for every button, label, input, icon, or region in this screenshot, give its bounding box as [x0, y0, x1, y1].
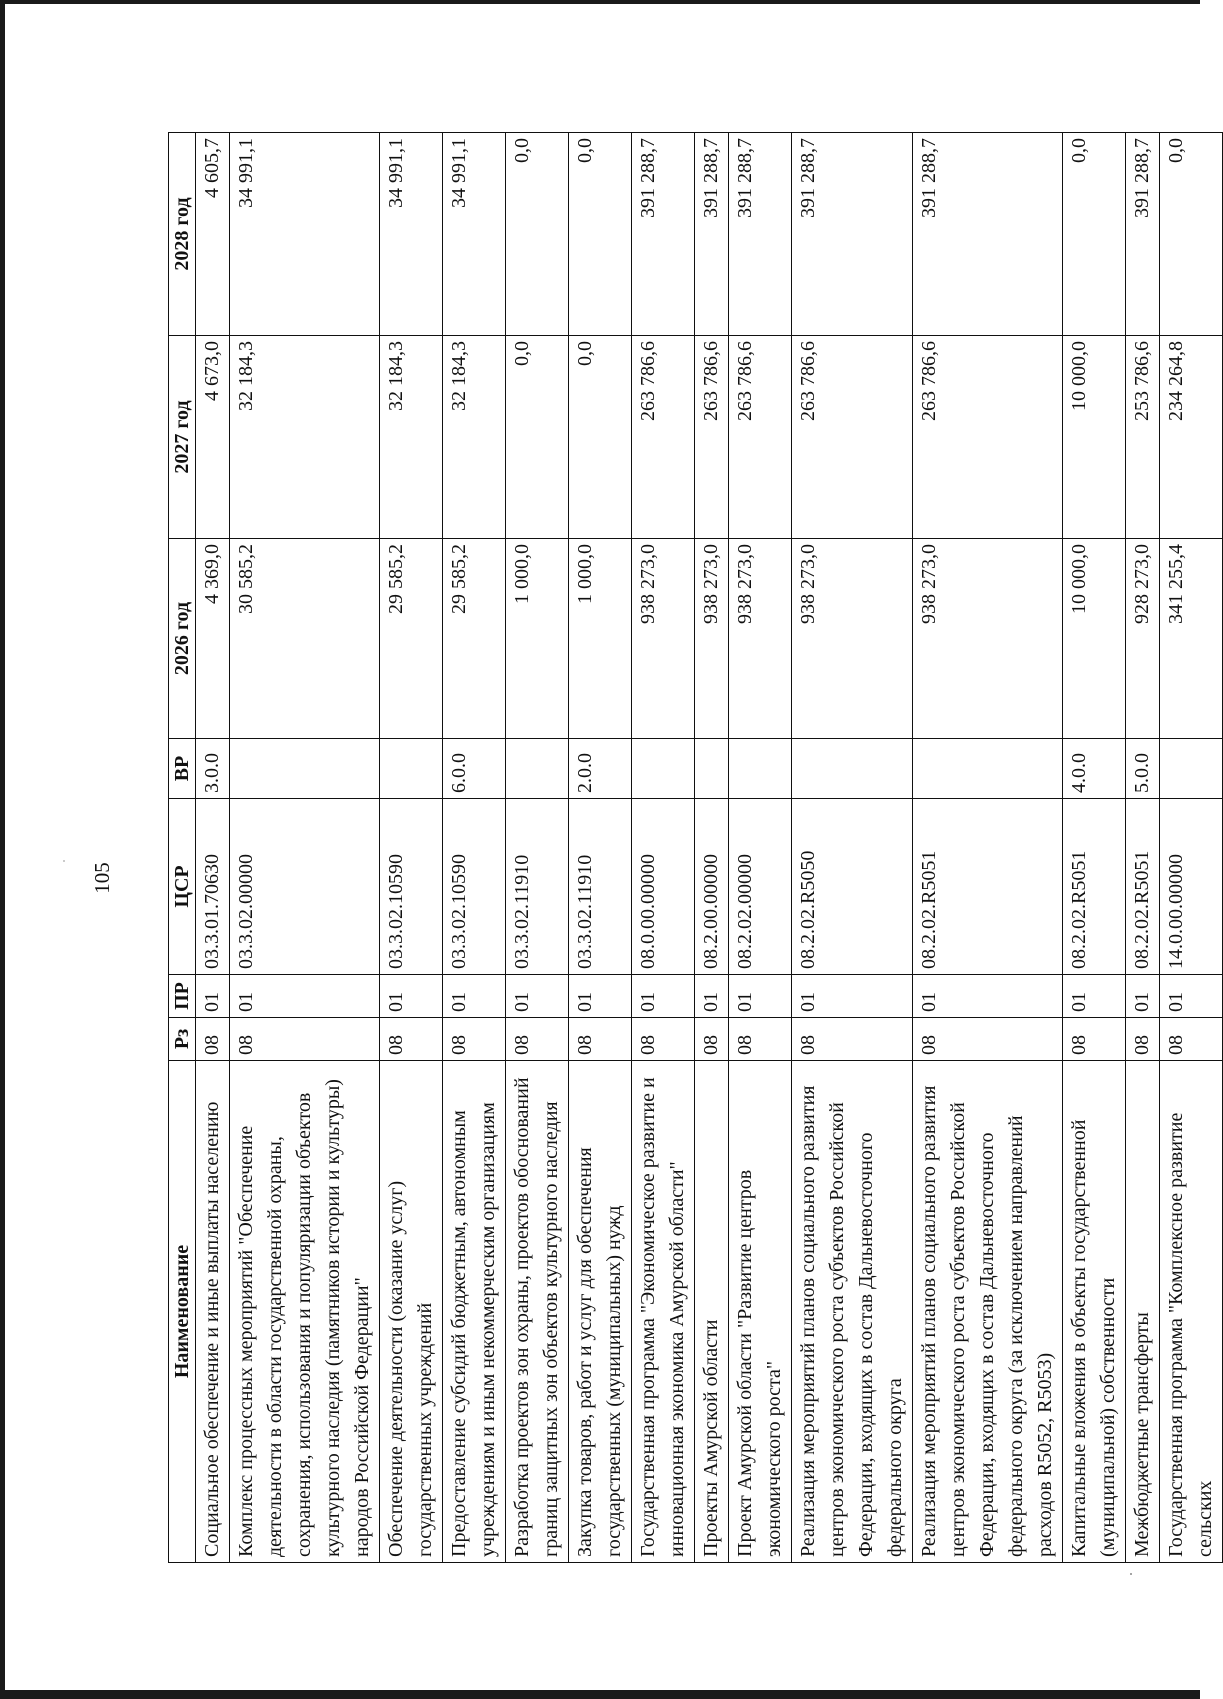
cell-name: Обеспечение деятельности (оказание услуг) государственных учреждений [380, 1061, 443, 1563]
cell-rz: 08 [695, 1018, 729, 1061]
cell-csr: 03.3.02.10590 [380, 799, 443, 975]
cell-pr: 01 [380, 975, 443, 1018]
cell-2028: 34 991,1 [380, 133, 443, 336]
header-2027: 2027 год [169, 336, 196, 539]
cell-csr: 08.2.02.R5050 [792, 799, 913, 975]
table-row [506, 133, 569, 1563]
cell-pr: 01 [569, 975, 632, 1018]
header-2028: 2028 год [169, 133, 196, 336]
header-2026: 2026 год [169, 539, 196, 739]
cell-2027: 234 264,8 [1160, 336, 1223, 539]
budget-table-rotated [168, 133, 1216, 1563]
cell-2026: 1 000,0 [569, 539, 632, 739]
cell-rz: 08 [632, 1018, 695, 1061]
cell-name: Предоставление субсидий бюджетным, автономным учреждениям и иным некоммерческим организациям [443, 1061, 506, 1563]
cell-2027: 0,0 [506, 336, 569, 539]
cell-name: Проекты Амурской области [695, 1061, 729, 1563]
table-row [792, 133, 913, 1563]
cell-vr [729, 739, 792, 799]
header-name: Наименование [169, 1061, 196, 1563]
header-csr: ЦСР [169, 799, 196, 975]
cell-2027: 253 786,6 [1126, 336, 1160, 539]
page-number: 105 [90, 862, 114, 894]
cell-pr: 01 [792, 975, 913, 1018]
cell-2028: 391 288,7 [913, 133, 1063, 336]
cell-pr: 01 [729, 975, 792, 1018]
cell-vr: 6.0.0 [443, 739, 506, 799]
cell-csr: 08.0.00.00000 [632, 799, 695, 975]
cell-name: Капитальные вложения в объекты государственной (муниципальной) собственности [1063, 1061, 1126, 1563]
table-row [1063, 133, 1126, 1563]
cell-2028: 0,0 [1063, 133, 1126, 336]
cell-2026: 10 000,0 [1063, 539, 1126, 739]
cell-2027: 263 786,6 [792, 336, 913, 539]
cell-2028: 391 288,7 [1126, 133, 1160, 336]
cell-rz: 08 [913, 1018, 1063, 1061]
table-row [1160, 133, 1223, 1563]
cell-rz: 08 [196, 1018, 230, 1061]
cell-pr: 01 [443, 975, 506, 1018]
cell-csr: 14.0.00.00000 [1160, 799, 1223, 975]
cell-rz: 08 [1126, 1018, 1160, 1061]
header-vr: ВР [169, 739, 196, 799]
cell-2027: 263 786,6 [632, 336, 695, 539]
cell-pr: 01 [506, 975, 569, 1018]
cell-name: Разработка проектов зон охраны, проектов обоснований границ защитных зон объектов культурного наследия [506, 1061, 569, 1563]
cell-2028: 4 605,7 [196, 133, 230, 336]
table-row [569, 133, 632, 1563]
cell-2026: 29 585,2 [443, 539, 506, 739]
cell-2027: 263 786,6 [695, 336, 729, 539]
cell-pr: 01 [196, 975, 230, 1018]
cell-2027: 0,0 [569, 336, 632, 539]
cell-2028: 0,0 [506, 133, 569, 336]
header-rz: Рз [169, 1018, 196, 1061]
cell-2026: 938 273,0 [695, 539, 729, 739]
cell-vr [506, 739, 569, 799]
cell-pr: 01 [1126, 975, 1160, 1018]
cell-pr: 01 [695, 975, 729, 1018]
cell-name: Комплекс процессных мероприятий "Обеспечение деятельности в области государственной охраны, сохранения, использования и популяризации объектов культурного наследия (памятников истории и культуры) народов Российской Федерации" [230, 1061, 380, 1563]
cell-2027: 263 786,6 [729, 336, 792, 539]
cell-vr [695, 739, 729, 799]
cell-name: Государственная программа "Комплексное развитие сельских [1160, 1061, 1223, 1563]
cell-vr [380, 739, 443, 799]
cell-name: Межбюджетные трансферты [1126, 1061, 1160, 1563]
cell-name: Закупка товаров, работ и услуг для обеспечения государственных (муниципальных) нужд [569, 1061, 632, 1563]
scan-speck [1130, 1573, 1132, 1575]
cell-rz: 08 [506, 1018, 569, 1061]
table-header-row [169, 133, 196, 1563]
cell-name: Государственная программа "Экономическое развитие и инновационная экономика Амурской области" [632, 1061, 695, 1563]
cell-csr: 08.2.00.00000 [695, 799, 729, 975]
scan-border-bottom [0, 1690, 1200, 1699]
table-row [632, 133, 695, 1563]
cell-2028: 34 991,1 [443, 133, 506, 336]
cell-2027: 32 184,3 [230, 336, 380, 539]
cell-rz: 08 [1063, 1018, 1126, 1061]
table-body [196, 133, 1223, 1563]
scan-border-top [0, 0, 1200, 4]
cell-pr: 01 [230, 975, 380, 1018]
cell-csr: 08.2.02.R5051 [913, 799, 1063, 975]
cell-csr: 08.2.02.00000 [729, 799, 792, 975]
cell-csr: 08.2.02.R5051 [1063, 799, 1126, 975]
cell-csr: 03.3.02.11910 [506, 799, 569, 975]
cell-vr: 4.0.0 [1063, 739, 1126, 799]
table-row [729, 133, 792, 1563]
cell-csr: 08.2.02.R5051 [1126, 799, 1160, 975]
cell-2026: 341 255,4 [1160, 539, 1223, 739]
cell-2028: 34 991,1 [230, 133, 380, 336]
cell-vr [792, 739, 913, 799]
cell-pr: 01 [1160, 975, 1223, 1018]
cell-rz: 08 [569, 1018, 632, 1061]
cell-2026: 928 273,0 [1126, 539, 1160, 739]
cell-rz: 08 [729, 1018, 792, 1061]
budget-table [168, 132, 1223, 1563]
cell-2026: 30 585,2 [230, 539, 380, 739]
cell-csr: 03.3.01.70630 [196, 799, 230, 975]
cell-vr: 3.0.0 [196, 739, 230, 799]
cell-2026: 938 273,0 [729, 539, 792, 739]
table-row [230, 133, 380, 1563]
cell-rz: 08 [792, 1018, 913, 1061]
cell-pr: 01 [913, 975, 1063, 1018]
scan-speck [63, 860, 65, 862]
cell-vr [230, 739, 380, 799]
cell-2026: 938 273,0 [913, 539, 1063, 739]
cell-2028: 391 288,7 [632, 133, 695, 336]
cell-2027: 10 000,0 [1063, 336, 1126, 539]
cell-rz: 08 [230, 1018, 380, 1061]
cell-2027: 4 673,0 [196, 336, 230, 539]
cell-vr [1160, 739, 1223, 799]
cell-rz: 08 [380, 1018, 443, 1061]
cell-vr [913, 739, 1063, 799]
cell-csr: 03.3.02.10590 [443, 799, 506, 975]
cell-name: Реализация мероприятий планов социального развития центров экономического роста субъектов Российской Федерации, входящих в состав Дальневосточного федерального округа [792, 1061, 913, 1563]
header-pr: ПР [169, 975, 196, 1018]
cell-name: Проект Амурской области "Развитие центров экономического роста" [729, 1061, 792, 1563]
cell-vr: 2.0.0 [569, 739, 632, 799]
cell-name: Реализация мероприятий планов социального развития центров экономического роста субъектов Российской Федерации, входящих в состав Дальневосточного федерального округа (за исключением направлений расходов R5052, R5053) [913, 1061, 1063, 1563]
cell-2028: 391 288,7 [729, 133, 792, 336]
cell-2027: 263 786,6 [913, 336, 1063, 539]
cell-pr: 01 [1063, 975, 1126, 1018]
cell-2028: 0,0 [569, 133, 632, 336]
cell-2028: 0,0 [1160, 133, 1223, 336]
table-row [443, 133, 506, 1563]
cell-2026: 29 585,2 [380, 539, 443, 739]
scan-border-left [0, 0, 5, 1699]
cell-2028: 391 288,7 [792, 133, 913, 336]
table-row [196, 133, 230, 1563]
cell-2026: 4 369,0 [196, 539, 230, 739]
cell-csr: 03.3.02.00000 [230, 799, 380, 975]
table-row [1126, 133, 1160, 1563]
cell-2027: 32 184,3 [380, 336, 443, 539]
cell-2026: 938 273,0 [792, 539, 913, 739]
cell-rz: 08 [443, 1018, 506, 1061]
cell-csr: 03.3.02.11910 [569, 799, 632, 975]
cell-vr [632, 739, 695, 799]
cell-pr: 01 [632, 975, 695, 1018]
table-row [913, 133, 1063, 1563]
cell-2026: 1 000,0 [506, 539, 569, 739]
cell-rz: 08 [1160, 1018, 1223, 1061]
cell-2026: 938 273,0 [632, 539, 695, 739]
table-row [380, 133, 443, 1563]
cell-2028: 391 288,7 [695, 133, 729, 336]
cell-2027: 32 184,3 [443, 336, 506, 539]
table-row [695, 133, 729, 1563]
cell-vr: 5.0.0 [1126, 739, 1160, 799]
cell-name: Социальное обеспечение и иные выплаты населению [196, 1061, 230, 1563]
